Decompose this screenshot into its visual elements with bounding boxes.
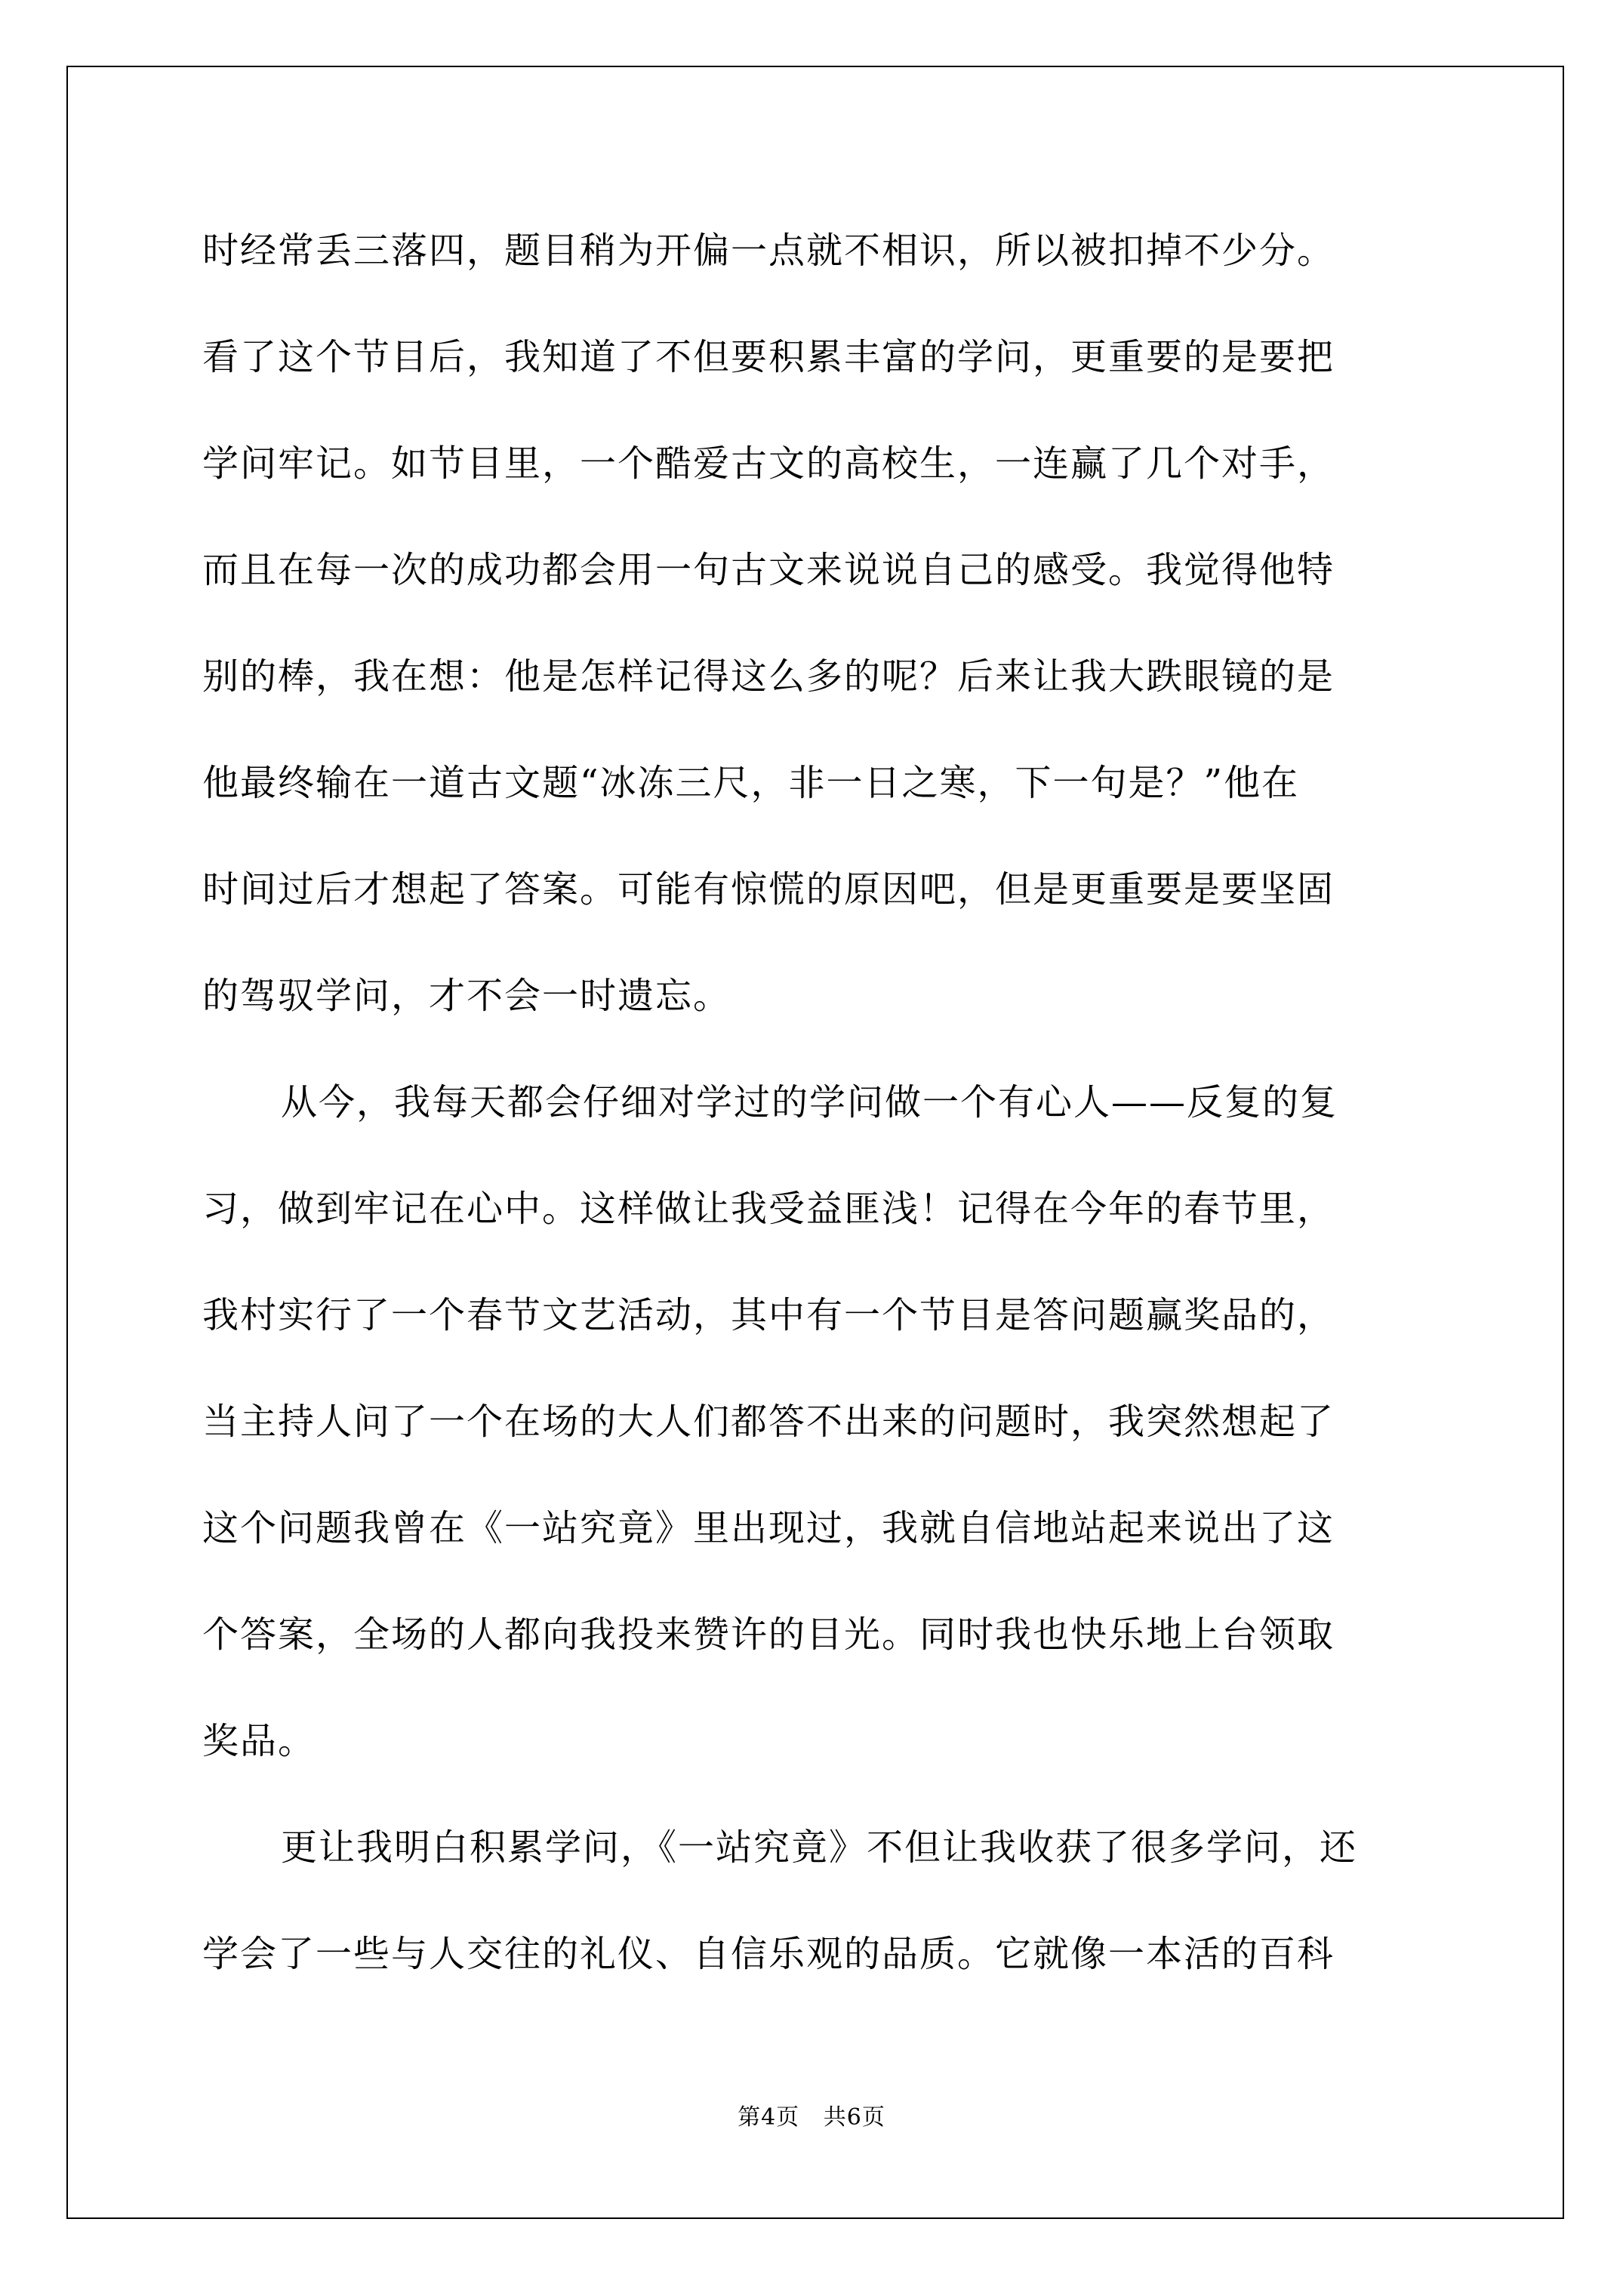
text-line: 而且在每一次的成功都会用一句古文来说说自己的感受。我觉得他特 (202, 549, 1335, 591)
text-line: 奖品。 (202, 1720, 316, 1762)
text-line: 时经常丢三落四，题目稍为开偏一点就不相识，所以被扣掉不少分。 (202, 230, 1335, 272)
page-footer (0, 2103, 1623, 2133)
page-number: 第4页 (738, 2104, 800, 2131)
paragraph-first-line: 更让我明白积累学问，《一站究竟》不但让我收获了很多学问，还 (281, 1826, 1358, 1869)
text-line: 学问牢记。如节目里，一个酷爱古文的高校生，一连赢了几个对手， (202, 442, 1335, 485)
text-line: 习，做到牢记在心中。这样做让我受益匪浅！记得在今年的春节里， (202, 1188, 1335, 1230)
paragraph-first-line: 从今，我每天都会仔细对学过的学问做一个有心人——反复的复 (281, 1081, 1338, 1123)
text-line: 学会了一些与人交往的礼仪、自信乐观的品质。它就像一本活的百科 (202, 1933, 1335, 1975)
text-line: 时间过后才想起了答案。可能有惊慌的原因吧，但是更重要是要坚固 (202, 868, 1335, 911)
text-line: 当主持人问了一个在场的大人们都答不出来的问题时，我突然想起了 (202, 1401, 1335, 1443)
text-line: 这个问题我曾在《一站究竟》里出现过，我就自信地站起来说出了这 (202, 1507, 1335, 1549)
text-line: 的驾驭学问，才不会一时遗忘。 (202, 975, 731, 1017)
text-line: 我村实行了一个春节文艺活动，其中有一个节目是答问题赢奖品的， (202, 1294, 1335, 1336)
page-total: 共6页 (823, 2104, 885, 2131)
text-line: 看了这个节目后，我知道了不但要积累丰富的学问，更重要的是要把 (202, 336, 1335, 378)
page-border (66, 66, 1564, 2219)
text-line: 别的棒，我在想：他是怎样记得这么多的呢？后来让我大跌眼镜的是 (202, 655, 1335, 698)
text-line: 个答案，全场的人都向我投来赞许的目光。同时我也快乐地上台领取 (202, 1613, 1335, 1656)
text-line: 他最终输在一道古文题“冰冻三尺，非一日之寒，下一句是？”他在 (202, 762, 1300, 804)
